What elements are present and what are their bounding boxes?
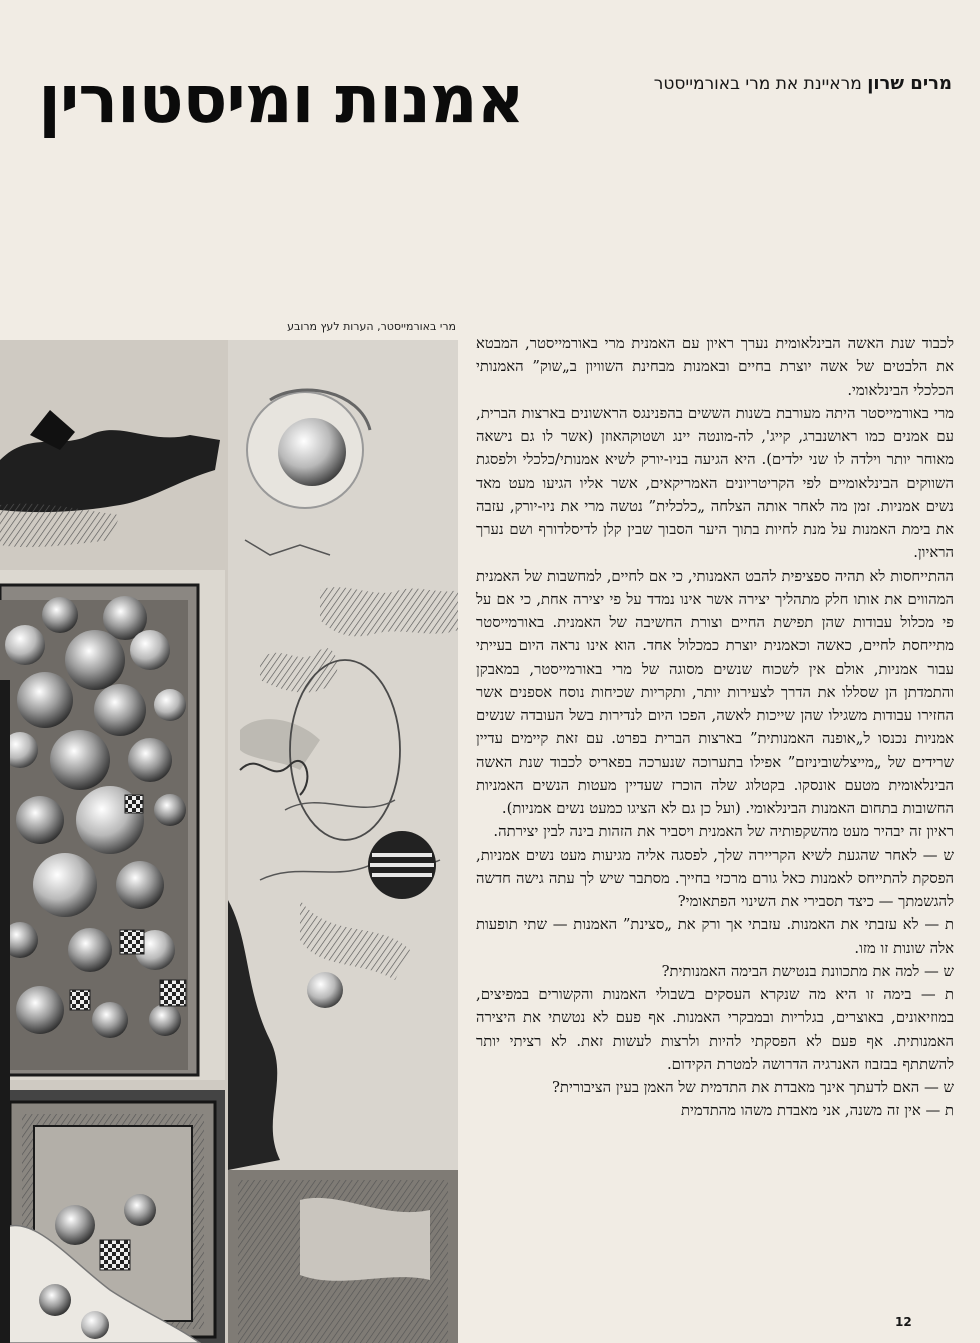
article-paragraph: ת — בימה זו היא מה שנקרא העסקים בשבולי האמנות והקשורים במפיצים, במוזיאונים, באוצרים, בגלריות ובמבקרי האמנות. אף פעם לא נטשתי את היצירה האמנותית. אף פעם לא הפסקתי להיות ולרצות לעשות זאת. לא רציתי יותר להשתתף בבזבוז האנרגיה הדרושה למטרת הקידום.	[476, 986, 954, 1073]
article-paragraph: ראיון זה יבהיר מעט מהשקפותיה של האמנית ויסביר את הזהות בינה לבין יצירתה.	[493, 823, 954, 841]
author-name: מרים שרון	[867, 73, 952, 94]
article-paragraph: לכבוד שנת האשה הבינלאומית נערך ראיון עם האמנית מרי באורמייסטר, המבטא את הלבטים של אשה יוצרת בחיים ובאמנות מבחינת השוויון ב„שוק” האמנותי הכלכלי הבינלאומי.	[476, 335, 954, 399]
article-paragraph: ש — האם לדעתך אינך מאבדת את התדמית של האמן בעין הציבורית?	[552, 1079, 954, 1096]
article-paragraph: ת — לא עזבתי את האמנות. עזבתי אך ורק את „סצינת” האמנות — שתי תופעות אלה שונות זו מזו.	[476, 916, 954, 957]
byline-text: מראיינת את מרי באורמייסטר	[653, 74, 862, 94]
byline	[552, 72, 952, 96]
article-title: אמנות ומיסטורין	[38, 61, 524, 138]
page-number: 12	[895, 1315, 912, 1329]
article-paragraph: ת — אין זה משנה, אני מאבדת משהו מהתדמית	[680, 1102, 954, 1120]
article-paragraph: ההתייחסות לא תהיה ספציפית להבט האמנותי, כי אם לחיים, למחשבות של האמנית המהווים את אותו חלק מתהליך יצירה אשר אינו נמדד על פי יצירה אחת, כי אם על פי מכלול עבודות שהן תפישת החיים וצורת החשיבה של האמנית. באורמייסטר מתייחסת לחיים, כאשה וכאמנית יוצרת כמכלול אחד. הוא אינו נראה היום בעייתי עבור אמניות, אולם אין לשכוח שנשים מסוגה של מרי באורמייסטר, במאבקן והתמדתן הן שסללו את הדרך לצעירות יותר, ותקריות שכיחות נוסח אספנים אשר החזירו עבודות משגילו שהן שייכות לאשה, הפכו היום לנדירות בשל העובדה שנשים אמניות נכנסו ל„אופנה האמנותית” בארצות הברית בפרט. עם זאת קיימים עדיין שרידים של „מייצלשוביניזם” אפילו בתערוכה שנערכה בפאריס לכבוד שנת האשה הבינלאומית מטעם אונסקו. בקטלוג שלה הוכרז שעדיין מעטות הנשים האמניות החשובות בתחום האמנות הבינלאומי. (ועל כן גם לא הציגו כמעט נשים אמניות).	[476, 567, 954, 817]
show-through-text	[480, 100, 950, 325]
article-paragraph: ש — למה את מתכוונת בנטישת הבימה האמנותית?	[661, 962, 954, 980]
artwork-photo	[0, 340, 458, 1343]
article-paragraph: ש — לאחר שהגעת לשיא הקריירה שלך, לפסגה אליה מגיעות מעט נשים אמניות, הפסקת להתייחס לאמנות כאל גורם מרכזי בחייך. מסתבר שיש לך עתה גישה חדשה להגשמתך — כיצד תסבירי את השינוי הפתאומי?	[476, 846, 954, 910]
article-paragraph: מרי באורמייסטר היתה מעורבת בשנות הששים בהפנינגס הראשונים בארצות הברית, עם אמנים כמו ראושנברג, קייג', לה-מונטה יינג ושטוקהאוזן (אשר לו גם נישאה מאוחר יותר וילדה לו שני ילדים). היא הגיעה בניו-יורק לשיא אמנותי/כלכלי ולפסגת השווקים הבינלאומיים לפי הקריטריונים האמריקאים, אשר אליו הגיעו מעט מאד נשים אמניות. זמן מה לאחר אותה הצלחה „כלכלית” נטשה מרי את ניו-יורק, עזבה את בימת האמנות על מנת לחיות בתוך היער הסבוך שבין קלן לדיסלדורף ושם נערך הראיון.	[476, 404, 954, 562]
image-caption: מרי באורמייסטר, הערות לעץ מרובע	[287, 320, 456, 333]
article-body	[476, 332, 954, 1123]
